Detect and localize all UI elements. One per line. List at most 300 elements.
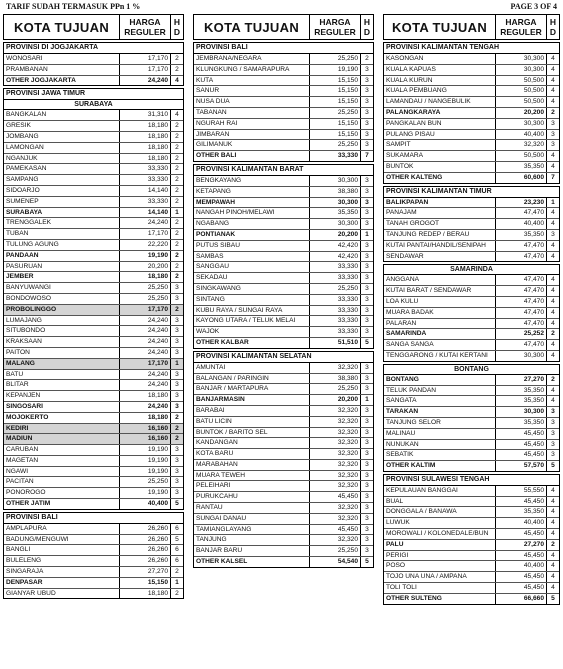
destination-name: OTHER KALTENG — [384, 173, 496, 183]
delivery-days: 3 — [365, 241, 369, 249]
delivery-days: 2 — [551, 108, 555, 116]
destination-name: SANUR — [194, 86, 310, 96]
delivery-days: 2 — [175, 262, 179, 270]
delivery-days: 3 — [365, 108, 369, 116]
harga-reguler-header: HARGA REGULER — [310, 15, 361, 39]
delivery-days: 4 — [551, 508, 555, 516]
table-row — [194, 230, 373, 241]
delivery-days: 4 — [551, 351, 555, 359]
destination-name: TULUNG AGUNG — [4, 240, 120, 250]
delivery-days: 2 — [551, 330, 555, 338]
delivery-days: 5 — [365, 338, 369, 346]
regular-price: 17,170 — [120, 229, 171, 239]
delivery-days: 2 — [175, 230, 179, 238]
delivery-days: 1 — [175, 359, 179, 367]
table-row — [194, 449, 373, 460]
regular-price: 47,470 — [496, 308, 547, 318]
destination-name: SEKADAU — [194, 273, 310, 283]
province-section — [3, 88, 184, 509]
delivery-days: 3 — [365, 482, 369, 490]
delivery-days: 3 — [365, 65, 369, 73]
table-row — [4, 154, 183, 165]
delivery-days: 4 — [551, 397, 555, 405]
regular-price: 19,190 — [120, 251, 171, 261]
regular-price: 35,350 — [496, 507, 547, 517]
regular-price: 30,300 — [496, 119, 547, 129]
province-title: PROVINSI DI JOGJAKARTA — [4, 43, 183, 54]
destination-name: NGURAH RAI — [194, 119, 310, 129]
province-section — [383, 186, 560, 263]
destination-name: SINGARAJA — [4, 567, 120, 577]
table-row — [384, 208, 559, 219]
table-row — [194, 438, 373, 449]
province-title: PROVINSI SULAWESI TENGAH — [384, 475, 559, 486]
table-row — [384, 297, 559, 308]
table-row — [194, 262, 373, 273]
delivery-days: 3 — [365, 504, 369, 512]
destination-name: PACITAN — [4, 477, 120, 487]
delivery-days: 2 — [175, 186, 179, 194]
delivery-days: 3 — [365, 263, 369, 271]
regular-price: 32,320 — [310, 363, 361, 373]
regular-price: 30,300 — [496, 407, 547, 417]
delivery-days: 3 — [551, 408, 555, 416]
delivery-days: 2 — [365, 55, 369, 62]
regular-price: 25,250 — [310, 54, 361, 64]
table-row — [194, 514, 373, 525]
regular-price: 14,140 — [120, 186, 171, 196]
province-section — [383, 264, 560, 361]
table-row — [194, 460, 373, 471]
table-row — [384, 319, 559, 330]
delivery-days: 3 — [365, 471, 369, 479]
destination-name: SEBATIK — [384, 450, 496, 460]
delivery-days: 2 — [551, 375, 555, 383]
delivery-days: 5 — [175, 535, 179, 543]
delivery-days: 3 — [175, 402, 179, 410]
delivery-days: 3 — [175, 478, 179, 486]
delivery-days: 4 — [551, 241, 555, 249]
delivery-days: 3 — [365, 209, 369, 217]
destination-name: PASURUAN — [4, 262, 120, 272]
delivery-days: 3 — [175, 456, 179, 464]
table-row — [384, 151, 559, 162]
regular-price: 35,350 — [310, 208, 361, 218]
destination-name: TANJUNG — [194, 535, 310, 545]
province-section — [193, 351, 374, 568]
delivery-days: 3 — [365, 536, 369, 544]
delivery-days: 3 — [365, 406, 369, 414]
destination-name: BUNTOK — [384, 162, 496, 172]
destination-name: TANAH GROGOT — [384, 219, 496, 229]
table-row — [194, 374, 373, 385]
delivery-days: 1 — [175, 208, 179, 216]
regular-price: 50,500 — [496, 86, 547, 96]
delivery-days: 4 — [551, 287, 555, 295]
table-row — [4, 402, 183, 413]
table-row — [4, 413, 183, 424]
delivery-days: 3 — [365, 514, 369, 522]
destination-name: ANGGANA — [384, 275, 496, 285]
delivery-days: 5 — [551, 594, 555, 602]
regular-price: 32,320 — [310, 471, 361, 481]
regular-price: 40,400 — [496, 130, 547, 140]
table-row — [4, 76, 183, 86]
regular-price: 32,320 — [310, 438, 361, 448]
table-row — [384, 561, 559, 572]
delivery-days: 3 — [365, 363, 369, 371]
table-row — [384, 418, 559, 429]
delivery-days: 2 — [175, 65, 179, 73]
regular-price: 32,320 — [310, 460, 361, 470]
table-row — [4, 370, 183, 381]
regular-price: 40,400 — [496, 219, 547, 229]
province-title: PROVINSI KALIMANTAN TIMUR — [384, 187, 559, 198]
table-row — [384, 230, 559, 241]
delivery-days: 4 — [551, 76, 555, 84]
delivery-days: 2 — [551, 540, 555, 548]
table-row — [194, 492, 373, 503]
delivery-days: 3 — [365, 76, 369, 84]
destination-name: BATU LICIN — [194, 417, 310, 427]
regular-price: 45,450 — [496, 450, 547, 460]
table-row — [384, 76, 559, 87]
regular-price: 47,470 — [496, 340, 547, 350]
destination-name: TAMIANGLAYANG — [194, 525, 310, 535]
table-row — [4, 143, 183, 154]
delivery-days: 2 — [175, 568, 179, 576]
table-row — [194, 198, 373, 209]
delivery-days: 3 — [365, 295, 369, 303]
delivery-days: 3 — [175, 489, 179, 497]
table-row — [384, 219, 559, 230]
destination-name: BANJAR / MARTAPURA — [194, 384, 310, 394]
destination-name: TANJUNG SELOR — [384, 418, 496, 428]
destination-name: KEDIRI — [4, 424, 120, 434]
table-row — [384, 583, 559, 594]
column-header — [383, 14, 560, 40]
table-row — [194, 252, 373, 263]
regular-price: 50,500 — [496, 76, 547, 86]
regular-price: 32,320 — [310, 514, 361, 524]
delivery-days: 3 — [365, 119, 369, 127]
regular-price: 15,150 — [310, 97, 361, 107]
destination-name: TANJUNG REDEP / BERAU — [384, 230, 496, 240]
delivery-days: 4 — [551, 55, 555, 62]
destination-name: PANDAAN — [4, 251, 120, 261]
delivery-days: 3 — [551, 418, 555, 426]
destination-name: BARABAI — [194, 406, 310, 416]
regular-price: 19,190 — [120, 467, 171, 477]
destination-name: GILIMANUK — [194, 140, 310, 150]
table-row — [194, 316, 373, 327]
destination-name: KEPULAUAN BANGGAI — [384, 486, 496, 496]
delivery-days: 5 — [365, 558, 369, 566]
province-section — [383, 474, 560, 605]
delivery-days: 3 — [365, 428, 369, 436]
table-row — [4, 445, 183, 456]
table-row — [4, 359, 183, 370]
table-row — [194, 417, 373, 428]
destination-name: KLUNGKUNG / SAMARAPURA — [194, 65, 310, 75]
table-row — [4, 197, 183, 208]
destination-name: AMUNTAI — [194, 363, 310, 373]
regular-price: 19,190 — [120, 488, 171, 498]
table-row — [384, 429, 559, 440]
regular-price: 26,260 — [120, 556, 171, 566]
delivery-days: 3 — [365, 385, 369, 393]
destination-name: MARABAHAN — [194, 460, 310, 470]
regular-price: 20,200 — [120, 262, 171, 272]
table-row — [384, 407, 559, 418]
regular-price: 51,510 — [310, 338, 361, 348]
destination-name: BALIKPAPAN — [384, 198, 496, 208]
delivery-days: 4 — [551, 386, 555, 394]
delivery-days: 3 — [175, 446, 179, 454]
regular-price: 24,240 — [120, 380, 171, 390]
table-row — [4, 54, 183, 65]
destination-name: KUBU RAYA / SUNGAI RAYA — [194, 306, 310, 316]
regular-price: 24,240 — [120, 348, 171, 358]
destination-name: OTHER KALSEL — [194, 557, 310, 567]
delivery-days: 3 — [551, 429, 555, 437]
delivery-days: 3 — [365, 525, 369, 533]
regular-price: 31,310 — [120, 110, 171, 120]
regular-price: 47,470 — [496, 286, 547, 296]
table-row — [384, 65, 559, 76]
delivery-days: 3 — [365, 284, 369, 292]
table-row — [384, 386, 559, 397]
regular-price: 33,330 — [120, 197, 171, 207]
table-row — [384, 551, 559, 562]
destination-name: WAJOK — [194, 327, 310, 337]
regular-price: 45,450 — [496, 429, 547, 439]
delivery-days: 3 — [365, 439, 369, 447]
delivery-days: 3 — [365, 417, 369, 425]
regular-price: 33,330 — [310, 273, 361, 283]
destination-name: OTHER BALI — [194, 151, 310, 161]
table-row — [384, 450, 559, 461]
table-row — [384, 241, 559, 252]
regular-price: 30,300 — [496, 351, 547, 361]
kota-tujuan-header: KOTA TUJUAN — [194, 15, 310, 39]
province-section — [3, 42, 184, 86]
table-row — [194, 86, 373, 97]
table-row — [194, 327, 373, 338]
regular-price: 15,150 — [310, 86, 361, 96]
delivery-days: 2 — [175, 197, 179, 205]
delivery-days: 3 — [365, 306, 369, 314]
regular-price: 25,252 — [496, 329, 547, 339]
table-row — [4, 251, 183, 262]
regular-price: 42,420 — [310, 252, 361, 262]
table-row — [194, 54, 373, 65]
destination-name: KUALA KURUN — [384, 76, 496, 86]
destination-name: KASONGAN — [384, 54, 496, 64]
delivery-days: 2 — [175, 176, 179, 184]
delivery-days: 6 — [175, 546, 179, 554]
destination-name: BANGLI — [4, 545, 120, 555]
delivery-days: 3 — [365, 198, 369, 206]
destination-name: PRAMBANAN — [4, 65, 120, 75]
regular-price: 15,150 — [310, 76, 361, 86]
province-section — [383, 364, 560, 472]
regular-price: 19,190 — [120, 445, 171, 455]
destination-name: BONTANG — [384, 375, 496, 385]
regular-price: 35,350 — [496, 396, 547, 406]
regular-price: 38,380 — [310, 187, 361, 197]
delivery-days: 2 — [175, 251, 179, 259]
table-row — [384, 252, 559, 262]
delivery-days: 4 — [551, 98, 555, 106]
delivery-days: 4 — [551, 573, 555, 581]
regular-price: 55,550 — [496, 486, 547, 496]
regular-price: 45,450 — [496, 440, 547, 450]
destination-name: PALARAN — [384, 319, 496, 329]
destination-name: TUBAN — [4, 229, 120, 239]
table-row — [194, 119, 373, 130]
delivery-days: 3 — [551, 141, 555, 149]
destination-name: DENPASAR — [4, 578, 120, 588]
destination-name: KUALA KAPUAS — [384, 65, 496, 75]
delivery-days: 3 — [365, 493, 369, 501]
regular-price: 20,200 — [496, 108, 547, 118]
delivery-days: 2 — [175, 165, 179, 173]
destination-name: KEPANJEN — [4, 391, 120, 401]
regular-price: 27,270 — [496, 540, 547, 550]
tariff-column-2 — [193, 14, 374, 568]
delivery-days: 3 — [175, 348, 179, 356]
destination-name: BUNTOK / BARITO SEL — [194, 428, 310, 438]
regular-price: 33,330 — [310, 306, 361, 316]
destination-name: BONDOWOSO — [4, 294, 120, 304]
regular-price: 16,160 — [120, 434, 171, 444]
table-row — [4, 218, 183, 229]
table-row — [4, 121, 183, 132]
tariff-note: TARIF SUDAH TERMASUK PPn 1 % — [6, 2, 141, 11]
destination-name: SANGA SANGA — [384, 340, 496, 350]
destination-name: BULELENG — [4, 556, 120, 566]
table-row — [4, 545, 183, 556]
table-row — [384, 540, 559, 551]
table-row — [194, 140, 373, 151]
delivery-days: 4 — [551, 562, 555, 570]
province-title: PROVINSI KALIMANTAN TENGAH — [384, 43, 559, 54]
delivery-days: 2 — [175, 219, 179, 227]
delivery-days: 1 — [365, 230, 369, 238]
regular-price: 35,350 — [496, 230, 547, 240]
regular-price: 24,240 — [120, 337, 171, 347]
destination-name: PULANG PISAU — [384, 130, 496, 140]
table-row — [194, 65, 373, 76]
destination-name: MAGETAN — [4, 456, 120, 466]
regular-price: 17,170 — [120, 359, 171, 369]
destination-name: KETAPANG — [194, 187, 310, 197]
regular-price: 25,250 — [310, 546, 361, 556]
regular-price: 47,470 — [496, 275, 547, 285]
destination-name: KUTA — [194, 76, 310, 86]
delivery-days: 4 — [551, 162, 555, 170]
destination-name: KUALA PEMBUANG — [384, 86, 496, 96]
destination-name: SUKAMARA — [384, 151, 496, 161]
regular-price: 33,330 — [310, 295, 361, 305]
regular-price: 26,260 — [120, 524, 171, 534]
destination-name: PROBOLINGGO — [4, 305, 120, 315]
kota-tujuan-header: KOTA TUJUAN — [384, 15, 496, 39]
destination-name: PAMEKASAN — [4, 164, 120, 174]
regular-price: 32,320 — [310, 406, 361, 416]
table-row — [194, 151, 373, 161]
regular-price: 26,260 — [120, 535, 171, 545]
table-row — [4, 164, 183, 175]
destination-name: PONTIANAK — [194, 230, 310, 240]
delivery-days: 2 — [175, 154, 179, 162]
regular-price: 24,240 — [120, 370, 171, 380]
table-row — [194, 406, 373, 417]
regular-price: 17,170 — [120, 305, 171, 315]
province-title: PROVINSI KALIMANTAN BARAT — [194, 165, 373, 176]
destination-name: OTHER JATIM — [4, 499, 120, 509]
regular-price: 47,470 — [496, 208, 547, 218]
table-row — [384, 529, 559, 540]
destination-name: SINGKAWANG — [194, 284, 310, 294]
tariff-column-3 — [383, 14, 560, 605]
delivery-days: 2 — [175, 143, 179, 151]
destination-name: JEMBRANA/NEGARA — [194, 54, 310, 64]
regular-price: 32,320 — [310, 428, 361, 438]
regular-price: 18,180 — [120, 154, 171, 164]
regular-price: 33,330 — [310, 327, 361, 337]
table-row — [384, 461, 559, 471]
regular-price: 54,540 — [310, 557, 361, 567]
destination-name: JOMBANG — [4, 132, 120, 142]
table-row — [4, 65, 183, 76]
regular-price: 32,320 — [310, 503, 361, 513]
destination-name: SURABAYA — [4, 208, 120, 218]
regular-price: 47,470 — [496, 252, 547, 262]
table-row — [194, 503, 373, 514]
regular-price: 20,200 — [310, 395, 361, 405]
table-row — [384, 572, 559, 583]
table-row — [194, 208, 373, 219]
destination-name: GIANYAR UBUD — [4, 589, 120, 599]
delivery-days: 3 — [551, 130, 555, 138]
regular-price: 50,500 — [496, 97, 547, 107]
table-row — [384, 340, 559, 351]
delivery-days: 2 — [175, 424, 179, 432]
table-row — [4, 391, 183, 402]
destination-name: LUWUK — [384, 518, 496, 528]
destination-name: SUNGAI DANAU — [194, 514, 310, 524]
table-row — [384, 97, 559, 108]
delivery-days: 3 — [365, 328, 369, 336]
destination-name: PERIGI — [384, 551, 496, 561]
destination-name: SINGOSARI — [4, 402, 120, 412]
destination-name: MOROWALI / KOLONEDALE/BUN — [384, 529, 496, 539]
regular-price: 32,320 — [310, 481, 361, 491]
regular-price: 66,660 — [496, 594, 547, 604]
table-row — [4, 186, 183, 197]
table-row — [194, 395, 373, 406]
table-row — [384, 162, 559, 173]
table-row — [4, 262, 183, 273]
province-title: PROVINSI BALI — [194, 43, 373, 54]
table-row — [4, 272, 183, 283]
regular-price: 45,450 — [496, 551, 547, 561]
regular-price: 18,180 — [120, 413, 171, 423]
table-row — [4, 305, 183, 316]
table-row — [4, 132, 183, 143]
